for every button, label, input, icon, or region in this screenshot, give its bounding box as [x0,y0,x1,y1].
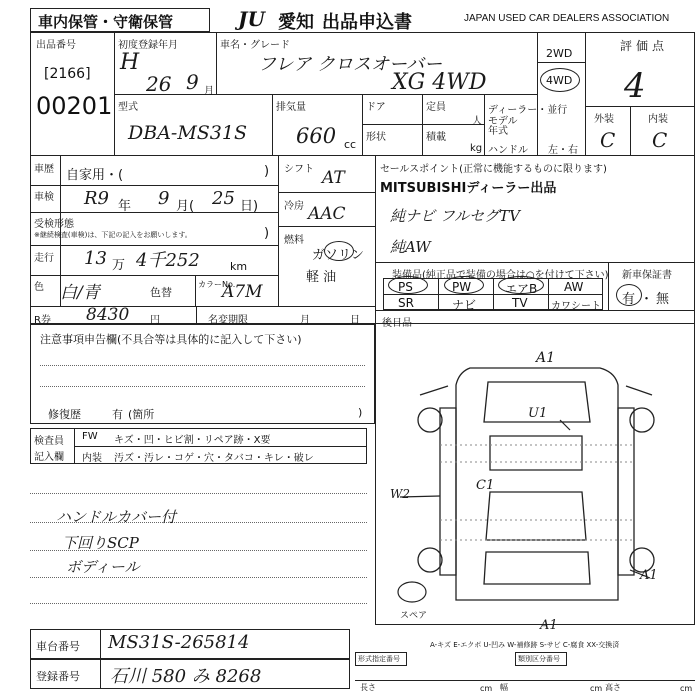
dealer-badge: MITSUBISHIディーラー出品 [380,181,557,196]
rating-score: 4 [624,66,646,106]
ticket-value: 8430 [86,305,130,325]
acceptance-label: 受検形態 [34,219,74,230]
first-reg-month-unit: 月 [204,86,214,97]
org-name: 愛知 [278,12,314,33]
car-name: フレア クロスオーバー [258,54,443,75]
mark-front: A1 [536,350,556,366]
cert-length-unit: cm [480,684,493,693]
exterior-grade: C [600,128,616,152]
mileage-label: 走行 [34,253,54,264]
inspection-month-unit: 月( [176,199,195,214]
acceptance-note: ※継続検査(車検)は、下記の記入をお願いします。 [34,231,192,239]
equipment-label: 装備品(純正品で装備の場合は○を付けて下さい) [392,270,609,281]
color-label: 色 [34,282,44,293]
shape-label: 形状 [366,132,386,143]
drive-4wd: 4WD [546,74,573,87]
displacement-unit: cc [344,138,357,151]
note-line-2: 下回りSCP [62,534,139,552]
repair-detail: (箇所 [128,408,155,421]
shift-label: シフト [284,164,314,175]
equip-pw: PW [452,280,472,294]
mark-left: W2 [390,487,410,501]
mark-hood: U1 [528,406,548,421]
cert-length: 長さ [360,683,376,692]
cert-width: 幅 [500,683,508,692]
transfer-label: 名変期限 [208,315,248,326]
interior-label: 内装 [648,114,668,125]
inspection-year-unit: 年 [118,199,132,214]
chassis-label: 車台番号 [36,640,80,653]
steering-label: ハンドル [488,145,528,156]
equip-navi: ナビ [452,298,477,312]
repair-close: ) [358,406,363,419]
rating-label: 評価点 [620,39,669,53]
history-label: 車歴 [34,164,54,175]
ac-value: AAC [308,204,346,224]
mileage-man: 13 [84,248,107,269]
displacement-value: 660 [296,124,337,148]
form-title: 出品申込書 [322,12,412,33]
car-name-label: 車名・グレード [220,40,290,51]
inspection-label: 車検 [34,192,54,203]
model-value: DBA-MS31S [128,122,248,144]
capacity-label: 定員 [426,102,446,113]
fuel-gasoline: ガソリン [312,248,365,263]
transfer-day-unit: 日 [350,315,360,326]
inspector-label: 検査員 [34,436,64,447]
mark-rear: A1 [540,618,558,633]
note-line-3: ボディール [66,558,140,576]
color-code-label: カラーNo. [198,280,236,289]
chassis-value: MS31S-265814 [108,632,250,653]
registration-value: 石川 580 み 8268 [110,666,262,687]
inspector-in-label: 内装 [82,453,102,464]
first-reg-year: 26 [146,72,172,96]
cert-height-unit: cm [680,684,693,693]
load-unit: kg [470,143,483,154]
lot-label: 出品番号 [36,40,76,51]
inspection-era: R9 [84,188,110,209]
color-value: 白/青 [60,283,100,303]
ticket-unit: 円 [150,315,160,326]
ticket-label: R券 [34,315,51,326]
lot-number: 00201 [36,92,113,120]
lot-sub-number: [2166] [44,66,91,82]
fuel-diesel: 軽 油 [306,270,337,285]
org-english: JAPAN USED CAR DEALERS ASSOCIATION [464,13,670,24]
load-label: 積載 [426,132,446,143]
sales-line-1: 純ナビ フルセグTV [390,207,521,225]
inspector-label-2: 記入欄 [34,452,64,463]
interior-grade: C [652,128,668,152]
equip-ps: PS [398,280,413,294]
ju-logo: JU [238,7,265,31]
displacement-label: 排気量 [276,102,306,113]
cert-type-label: 形式指定番号 [358,655,400,663]
mileage-unit: km [230,260,248,273]
warranty-no: 無 [656,292,670,307]
cert-width-unit: cm [590,684,603,693]
cert-height: 高さ [605,683,621,692]
model-label: 型式 [118,102,138,113]
exterior-label: 外装 [594,114,614,125]
doors-label: ドア [366,102,386,113]
history-close: ) [264,164,270,179]
inspection-day-unit: 日) [240,199,259,214]
warranty-label: 新車保証書 [622,270,672,281]
history-value: 自家用・( [66,168,124,183]
warranty-yes: 有 [622,292,636,307]
fuel-label: 燃料 [284,235,304,246]
equip-leather: カワシート [551,301,601,312]
inspection-day: 25 [212,188,235,209]
capacity-unit: 人 [472,116,482,127]
rear-label: 後日品 [382,318,412,329]
first-reg-label: 初度登録年月 [118,40,178,51]
mileage-rest: 4千252 [136,250,200,271]
legend: A-キズ E-エクボ U-凹み W-補修跡 S-サビ C-腐食 XX-交換済 [430,641,620,649]
spare-label: スペア [400,611,428,621]
model-year-label: モデル年式 [488,116,518,137]
note-line-1: ハンドルカバー付 [56,508,177,526]
equip-aw: AW [564,280,584,294]
notes-label: 注意事項申告欄(不具合等は具体的に記入して下さい) [40,333,302,346]
dealer-label: ディーラー・並行 [488,105,568,116]
car-grade: XG 4WD [392,70,487,95]
ac-label: 冷房 [284,201,304,212]
first-reg-era: H [120,50,140,75]
registration-label: 登録番号 [36,670,80,683]
cert-cat-label: 類別区分番号 [518,655,560,663]
steering-options: 左・右 [548,145,578,156]
inspector-fw-items: キズ・凹・ヒビ割・リペア跡・X要 [114,435,271,446]
warranty-sep: ・ [640,292,654,307]
inspector-fw-label: FW [82,431,98,442]
transfer-month-unit: 月 [300,315,310,326]
repair-yes: 有 [112,408,123,421]
color-swatch-label: 色替 [150,286,172,299]
inspection-month: 9 [158,188,170,209]
equip-sr: SR [398,296,414,310]
sales-label: セールスポイント(正常に機能するものに限ります) [380,164,607,175]
mileage-man-unit: 万 [112,258,126,273]
mark-corner: A1 [640,568,658,583]
shift-value: AT [322,168,345,188]
inspector-in-items: 汚ズ・汚レ・コゲ・穴・タバコ・キレ・破レ [114,453,314,464]
repair-label: 修復歴 [48,408,81,421]
mark-side: C1 [476,478,495,493]
storage-badge-text: 車内保管・守衛保管 [38,13,174,31]
sales-line-2: 純AW [390,238,431,256]
equip-tv: TV [512,296,528,310]
acceptance-close: ) [264,226,270,241]
color-code: A7M [222,282,263,302]
drive-2wd: 2WD [546,47,573,60]
first-reg-month: 9 [186,70,199,94]
equip-airbag: エアB [505,282,538,296]
